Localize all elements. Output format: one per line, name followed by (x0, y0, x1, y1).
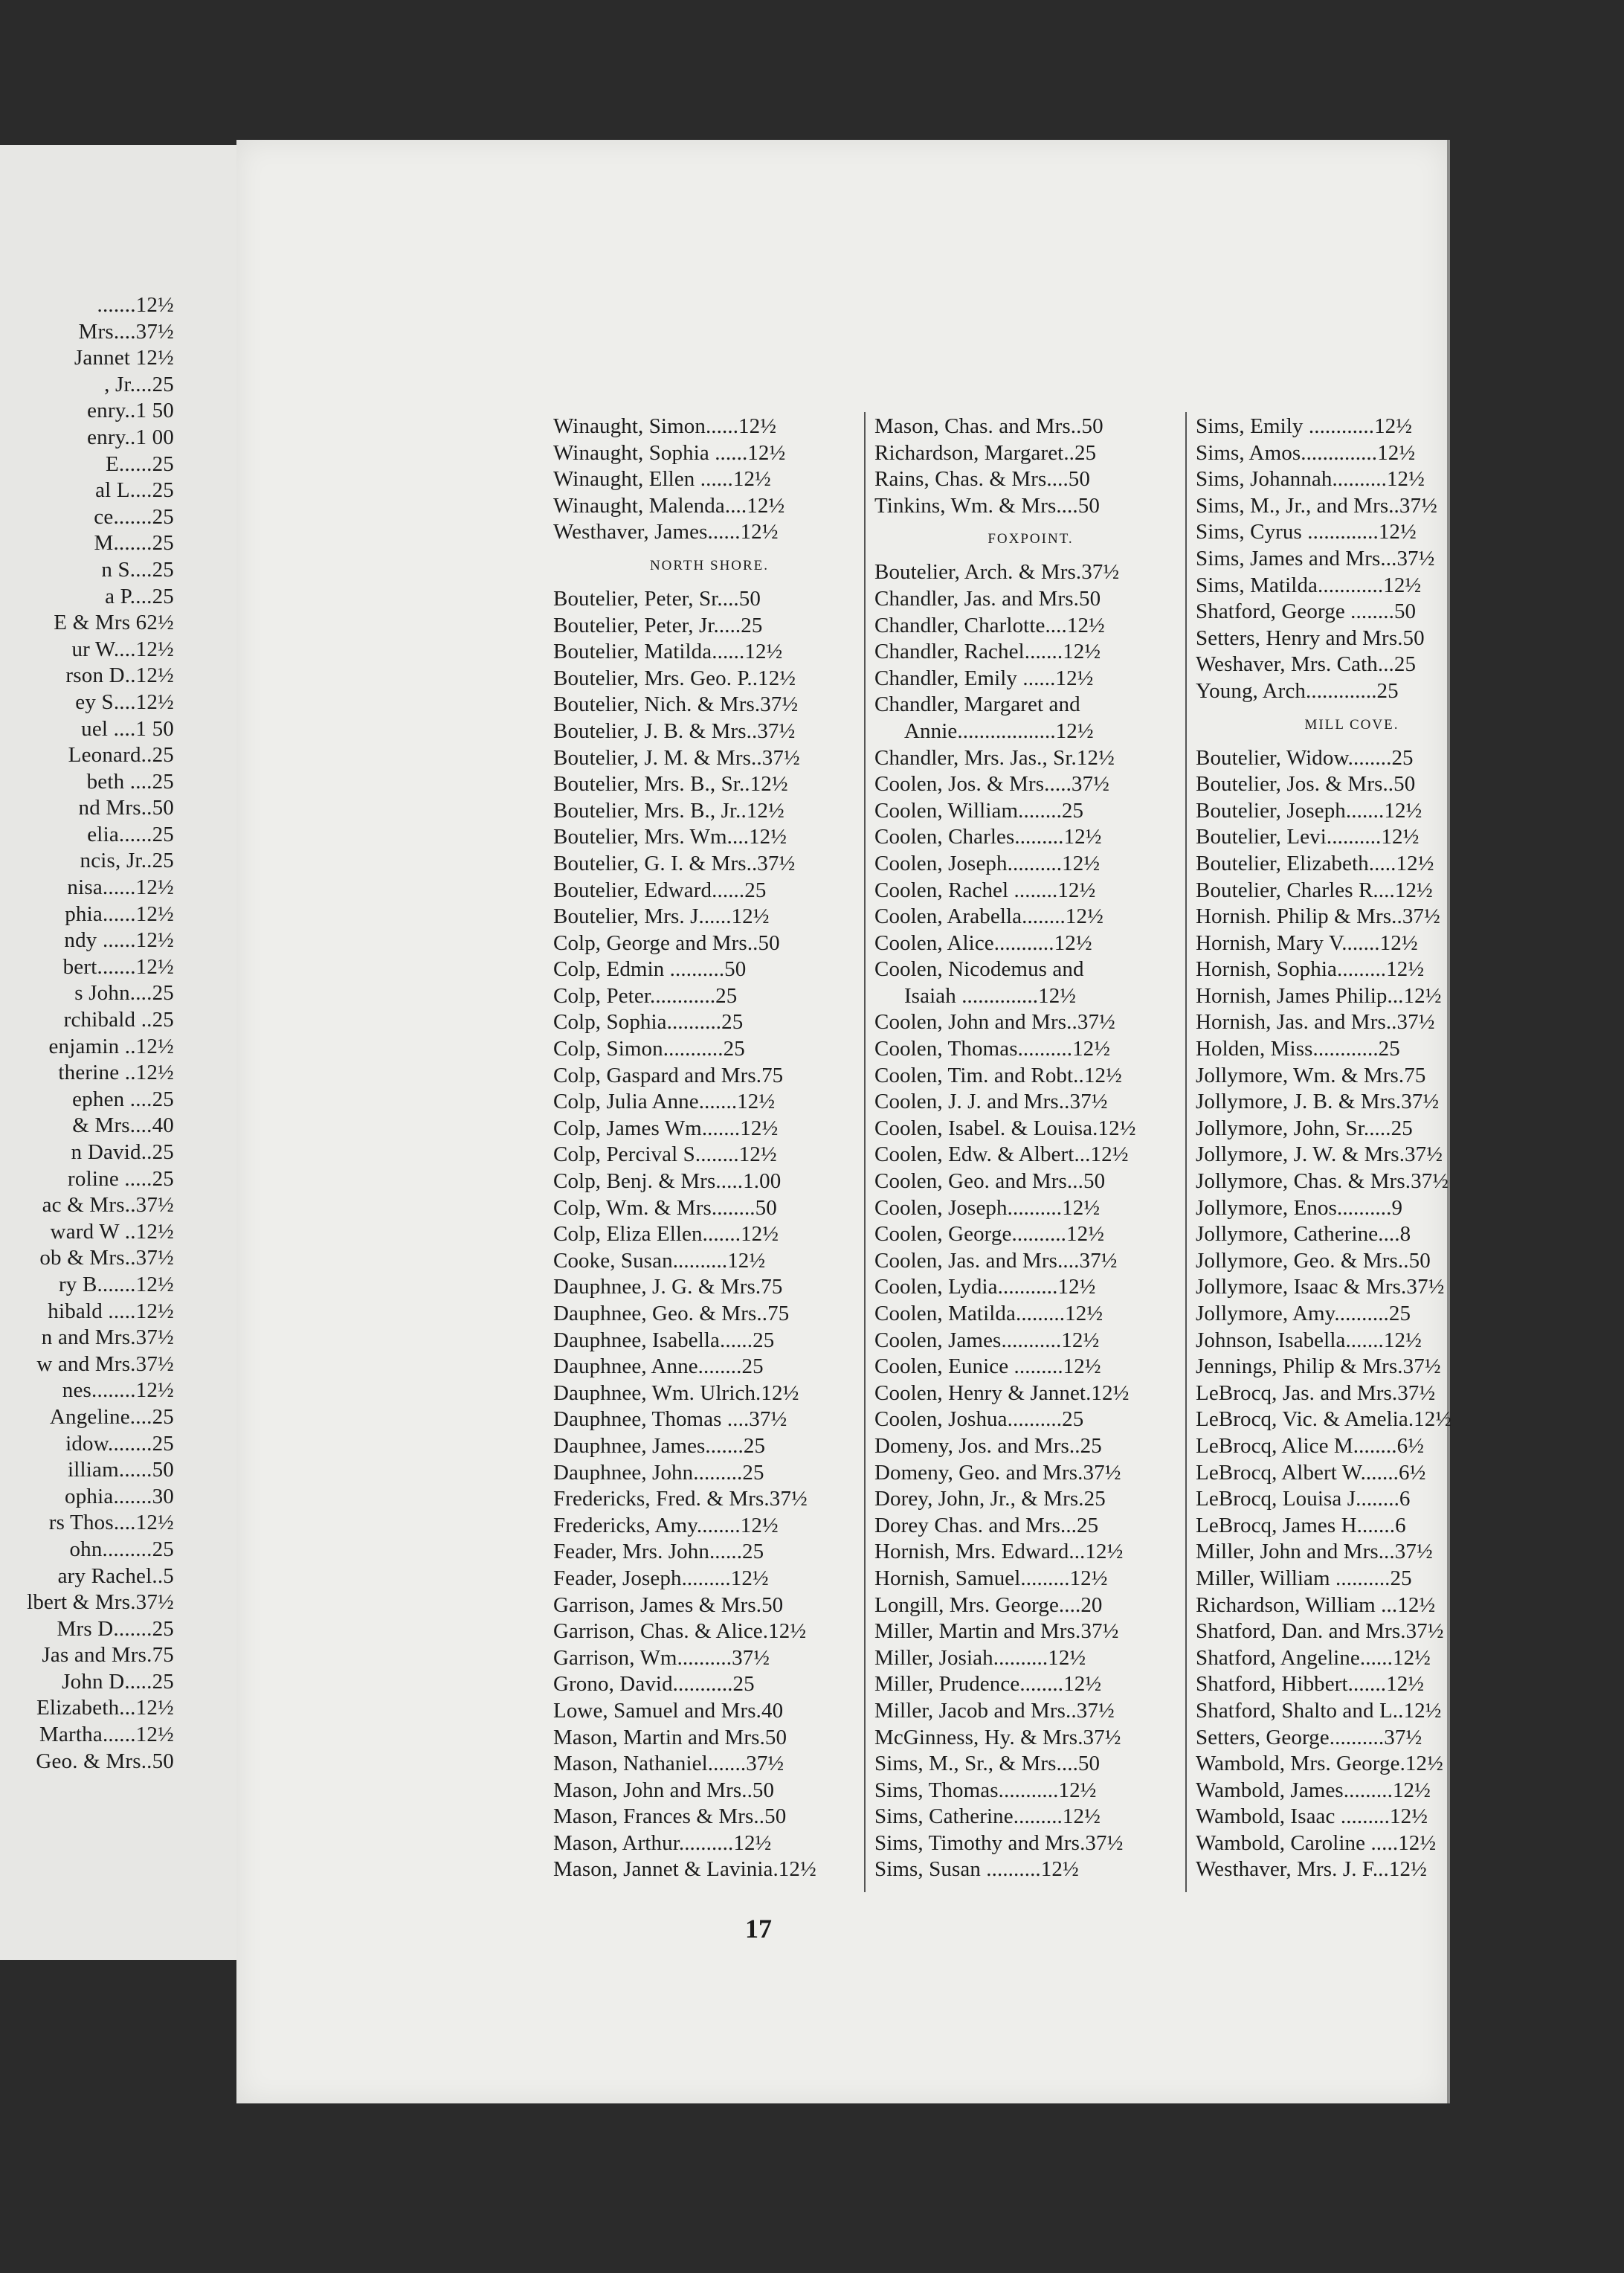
subscriber-entry: Jollymore, Catherine....8 (1196, 1222, 1411, 1247)
subscriber-entry: Chandler, Jas. and Mrs.50 (874, 586, 1101, 611)
subscriber-entry: Dauphnee, Wm. Ulrich.12½ (553, 1380, 799, 1405)
left-page-line: Leonard..25 (68, 743, 174, 768)
subscriber-entry: Jollymore, Isaac & Mrs.37½ (1196, 1275, 1445, 1299)
subscriber-entry: Coolen, J. J. and Mrs..37½ (874, 1090, 1108, 1114)
subscriber-entry: Boutelier, Peter, Jr.....25 (553, 613, 763, 637)
subscriber-entry: Mason, Arthur..........12½ (553, 1830, 772, 1855)
subscriber-entry: Sims, Thomas...........12½ (874, 1778, 1097, 1802)
subscriber-entry: Boutelier, Levi..........12½ (1196, 825, 1420, 849)
subscriber-entry: Colp, Benj. & Mrs.....1.00 (553, 1169, 782, 1194)
left-page-line: ophia.......30 (65, 1484, 174, 1508)
left-page-line: nd Mrs..50 (78, 796, 174, 820)
subscriber-entry: Coolen, John and Mrs..37½ (874, 1010, 1115, 1035)
left-page-line: ry B.......12½ (58, 1272, 174, 1296)
subscriber-entry: Coolen, Edw. & Albert...12½ (874, 1142, 1129, 1167)
subscriber-entry: Mason, Chas. and Mrs..50 (874, 414, 1103, 438)
left-page-line: uel ....1 50 (81, 716, 174, 741)
subscriber-entry: Boutelier, Mrs. J......12½ (553, 904, 770, 929)
left-page-line: ohn.........25 (69, 1537, 174, 1561)
subscriber-entry: Dauphnee, John.........25 (553, 1460, 764, 1485)
left-page-line: Geo. & Mrs..50 (36, 1749, 174, 1773)
subscriber-entry: Holden, Miss............25 (1196, 1037, 1400, 1061)
left-page-line: lbert & Mrs.37½ (27, 1590, 174, 1615)
left-page-line: enry..1 50 (87, 399, 174, 423)
subscriber-entry: Coolen, Arabella........12½ (874, 904, 1103, 929)
left-page-line: idow........25 (65, 1431, 174, 1456)
subscriber-entry: Boutelier, Jos. & Mrs..50 (1196, 772, 1416, 797)
subscriber-entry: Coolen, James...........12½ (874, 1328, 1100, 1352)
subscriber-entry: Dorey, John, Jr., & Mrs.25 (874, 1487, 1106, 1511)
left-page-line: .......12½ (97, 293, 174, 317)
left-page-line: bert.......12½ (62, 954, 174, 979)
subscriber-entry: Coolen, William........25 (874, 798, 1084, 823)
subscriber-entry: Colp, James Wm.......12½ (553, 1116, 779, 1140)
main-page (236, 140, 1450, 2103)
left-page-line: Jannet 12½ (74, 346, 174, 370)
subscriber-entry: Jennings, Philip & Mrs.37½ (1196, 1354, 1441, 1379)
subscriber-entry: Colp, Julia Anne.......12½ (553, 1090, 776, 1114)
subscriber-entry: Miller, Josiah..........12½ (874, 1645, 1086, 1670)
subscriber-entry: Weshaver, Mrs. Cath...25 (1196, 652, 1417, 677)
subscriber-entry: Winaught, Sophia ......12½ (553, 440, 786, 465)
subscriber-entry: Fredericks, Amy........12½ (553, 1513, 779, 1537)
subscriber-entry: Colp, Edmin ..........50 (553, 957, 747, 982)
column-divider (864, 412, 866, 1892)
subscriber-entry: Garrison, Wm..........37½ (553, 1645, 770, 1670)
subscriber-entry: Coolen, Eunice .........12½ (874, 1354, 1101, 1379)
subscriber-entry: Mason, Frances & Mrs..50 (553, 1804, 787, 1829)
subscriber-entry: Young, Arch.............25 (1196, 678, 1399, 703)
subscriber-entry: Coolen, Alice...........12½ (874, 930, 1092, 955)
subscriber-entry: Miller, William ..........25 (1196, 1566, 1412, 1590)
column-2 (874, 414, 1187, 1883)
subscriber-entry: Annie..................12½ (904, 718, 1094, 743)
subscriber-entry: Jollymore, Chas. & Mrs.37½ (1196, 1169, 1449, 1194)
subscriber-entry: Boutelier, Mrs. Wm....12½ (553, 825, 787, 849)
subscriber-entry: Colp, Peter............25 (553, 983, 738, 1008)
subscriber-entry: Winaught, Malenda....12½ (553, 493, 785, 518)
subscriber-entry: Boutelier, Arch. & Mrs.37½ (874, 560, 1120, 585)
left-page-line: hibald .....12½ (48, 1299, 174, 1323)
subscriber-entry: Sims, Amos..............12½ (1196, 440, 1416, 465)
subscriber-entry: Miller, Martin and Mrs.37½ (874, 1619, 1119, 1644)
left-page-line: n David..25 (71, 1140, 174, 1164)
subscriber-entry: Boutelier, J. M. & Mrs..37½ (553, 745, 800, 770)
subscriber-entry: Boutelier, Mrs. Geo. P..12½ (553, 666, 796, 690)
left-page-line: Elizabeth...12½ (36, 1696, 174, 1720)
subscriber-entry: Coolen, Henry & Jannet.12½ (874, 1380, 1130, 1405)
subscriber-entry: Boutelier, Charles R....12½ (1196, 878, 1433, 902)
subscriber-entry: Setters, Henry and Mrs.50 (1196, 626, 1425, 650)
subscriber-entry: Colp, Eliza Ellen.......12½ (553, 1222, 779, 1247)
subscriber-entry: Shatford, Shalto and L..12½ (1196, 1698, 1442, 1723)
subscriber-entry: Longill, Mrs. George....20 (874, 1592, 1103, 1617)
subscriber-entry: Hornish, Jas. and Mrs..37½ (1196, 1010, 1435, 1035)
left-page-line: roline .....25 (68, 1166, 174, 1191)
subscriber-entry: Boutelier, Edward......25 (553, 878, 767, 902)
subscriber-entry: Winaught, Simon......12½ (553, 414, 777, 438)
subscriber-entry: Coolen, Joseph..........12½ (874, 1195, 1101, 1220)
left-page-line: a P....25 (105, 584, 174, 608)
left-page-line: , Jr....25 (104, 372, 174, 396)
subscriber-entry: Coolen, Tim. and Robt..12½ (874, 1063, 1122, 1087)
subscriber-entry: Hornish, Mary V.......12½ (1196, 930, 1418, 955)
subscriber-entry: Sims, Cyrus .............12½ (1196, 520, 1417, 544)
subscriber-entry: Coolen, Charles.........12½ (874, 825, 1102, 849)
left-page-line: nes........12½ (62, 1378, 174, 1403)
subscriber-entry: Westhaver, Mrs. J. F...12½ (1196, 1857, 1427, 1882)
subscriber-entry: Dauphnee, Anne........25 (553, 1354, 764, 1379)
left-page-line: Mrs D.......25 (57, 1616, 174, 1641)
subscriber-entry: Mason, Martin and Mrs.50 (553, 1725, 787, 1749)
subscriber-entry: Winaught, Ellen ......12½ (553, 467, 771, 492)
left-page-line: ey S....12½ (75, 689, 174, 714)
subscriber-entry: Coolen, Jos. & Mrs.....37½ (874, 772, 1109, 797)
subscriber-entry: Westhaver, James......12½ (553, 520, 779, 544)
left-page-line: illiam......50 (68, 1458, 174, 1482)
left-page-line: E......25 (105, 451, 174, 476)
subscriber-entry: Colp, Wm. & Mrs........50 (553, 1195, 777, 1220)
column-3 (1196, 414, 1508, 1883)
left-page-fragment (0, 145, 240, 1960)
subscriber-entry: Boutelier, Nich. & Mrs.37½ (553, 692, 799, 717)
subscriber-entry: Coolen, Matilda.........12½ (874, 1302, 1103, 1325)
subscriber-entry: Coolen, Jas. and Mrs....37½ (874, 1248, 1118, 1273)
subscriber-entry: Hornish, Sophia.........12½ (1196, 957, 1425, 982)
left-page-line: w and Mrs.37½ (36, 1351, 174, 1376)
subscriber-entry: Dorey Chas. and Mrs...25 (874, 1513, 1099, 1537)
subscriber-entry: Garrison, Chas. & Alice.12½ (553, 1619, 807, 1644)
subscriber-entry: Jollymore, Wm. & Mrs.75 (1196, 1063, 1426, 1087)
subscriber-entry: Jollymore, Amy..........25 (1196, 1302, 1411, 1325)
subscriber-entry: Hornish. Philip & Mrs..37½ (1196, 904, 1440, 929)
left-page-line: rson D..12½ (65, 663, 174, 688)
subscriber-entry: Coolen, Rachel ........12½ (874, 878, 1096, 902)
left-page-line: beth ....25 (86, 769, 174, 794)
subscriber-entry: Wambold, James.........12½ (1196, 1778, 1431, 1802)
section-heading: FOXPOINT. (987, 531, 1074, 547)
subscriber-entry: Colp, George and Mrs..50 (553, 930, 780, 955)
subscriber-entry: Boutelier, G. I. & Mrs..37½ (553, 851, 796, 875)
subscriber-entry: Shatford, Angeline......12½ (1196, 1645, 1431, 1670)
left-page-line: ur W....12½ (71, 637, 174, 661)
subscriber-entry: Domeny, Geo. and Mrs.37½ (874, 1460, 1121, 1485)
subscriber-entry: Shatford, George ........50 (1196, 599, 1417, 624)
subscriber-entry: Coolen, Isabel. & Louisa.12½ (874, 1116, 1136, 1140)
left-page-line: enry..1 00 (87, 425, 174, 449)
column-divider (1185, 412, 1187, 1892)
subscriber-entry: Boutelier, Mrs. B., Sr..12½ (553, 772, 788, 797)
subscriber-entry: Dauphnee, Isabella......25 (553, 1328, 775, 1352)
subscriber-entry: Setters, George..........37½ (1196, 1725, 1422, 1749)
subscriber-entry: Chandler, Charlotte....12½ (874, 613, 1105, 637)
subscriber-entry: Wambold, Mrs. George.12½ (1196, 1752, 1443, 1776)
subscriber-entry: Sims, James and Mrs...37½ (1196, 546, 1435, 570)
subscriber-entry: Richardson, Margaret..25 (874, 440, 1097, 465)
left-page-line: ncis, Jr..25 (80, 849, 174, 873)
subscriber-entry: Boutelier, Elizabeth.....12½ (1196, 851, 1434, 875)
subscriber-entry: LeBrocq, Louisa J........6 (1196, 1487, 1411, 1511)
left-page-line: rs Thos....12½ (48, 1511, 174, 1535)
subscriber-entry: Coolen, Geo. and Mrs...50 (874, 1169, 1106, 1194)
left-page-line: ndy ......12½ (64, 928, 174, 953)
subscriber-entry: Boutelier, Widow........25 (1196, 745, 1414, 770)
subscriber-entry: Miller, Prudence........12½ (874, 1672, 1102, 1697)
subscriber-entry: Chandler, Emily ......12½ (874, 666, 1094, 690)
subscriber-entry: Boutelier, Peter, Sr....50 (553, 586, 761, 611)
left-page-line: John D.....25 (62, 1669, 174, 1694)
left-page-line: ward W ..12½ (50, 1219, 174, 1244)
page-number: 17 (745, 1914, 772, 1944)
subscriber-entry: Chandler, Margaret and (874, 692, 1080, 717)
subscriber-entry: Jollymore, John, Sr.....25 (1196, 1116, 1413, 1140)
subscriber-entry: LeBrocq, Jas. and Mrs.37½ (1196, 1380, 1436, 1405)
subscriber-entry: Boutelier, Matilda......12½ (553, 640, 783, 664)
subscriber-entry: Sims, M., Sr., & Mrs....50 (874, 1752, 1101, 1776)
subscriber-entry: LeBrocq, Alice M........6½ (1196, 1433, 1425, 1458)
subscriber-entry: Isaiah ..............12½ (904, 983, 1077, 1008)
left-page-line: enjamin ..12½ (48, 1034, 174, 1058)
subscriber-entry: Jollymore, J. W. & Mrs.37½ (1196, 1142, 1443, 1167)
subscriber-entry: Hornish, Samuel.........12½ (874, 1566, 1108, 1590)
subscriber-entry: Garrison, James & Mrs.50 (553, 1592, 784, 1617)
subscriber-entry: Dauphnee, Geo. & Mrs..75 (553, 1302, 790, 1325)
left-page-line: ephen ....25 (72, 1087, 174, 1111)
subscriber-entry: Boutelier, J. B. & Mrs..37½ (553, 718, 796, 743)
subscriber-entry: Chandler, Mrs. Jas., Sr.12½ (874, 745, 1115, 770)
subscriber-entry: Sims, Johannah..........12½ (1196, 467, 1425, 492)
subscriber-entry: Colp, Sophia..........25 (553, 1010, 744, 1035)
subscriber-entry: Wambold, Caroline .....12½ (1196, 1830, 1437, 1855)
subscriber-entry: Cooke, Susan..........12½ (553, 1248, 766, 1273)
left-page-line: therine ..12½ (58, 1061, 174, 1085)
left-page-line: ary Rachel..5 (57, 1563, 174, 1588)
left-page-line: & Mrs....40 (72, 1113, 174, 1138)
left-page-line: n S....25 (101, 557, 174, 582)
left-page-line: al L....25 (95, 478, 174, 503)
subscriber-entry: Coolen, Nicodemus and (874, 957, 1084, 982)
subscriber-entry: LeBrocq, James H.......6 (1196, 1513, 1406, 1537)
subscriber-entry: Dauphnee, James.......25 (553, 1433, 766, 1458)
subscriber-entry: Wambold, Isaac .........12½ (1196, 1804, 1428, 1829)
left-page-column (3, 292, 226, 1775)
subscriber-entry: Colp, Percival S........12½ (553, 1142, 777, 1167)
subscriber-entry: Hornish, Mrs. Edward...12½ (874, 1540, 1124, 1564)
subscriber-entry: Richardson, William ...12½ (1196, 1592, 1436, 1617)
left-page-line: Martha......12½ (39, 1723, 174, 1747)
subscriber-entry: Johnson, Isabella.......12½ (1196, 1328, 1422, 1352)
subscriber-entry: Jollymore, Enos..........9 (1196, 1195, 1403, 1220)
subscriber-entry: McGinness, Hy. & Mrs.37½ (874, 1725, 1121, 1749)
subscriber-entry: Miller, John and Mrs...37½ (1196, 1540, 1433, 1564)
section-heading: MILL COVE. (1304, 716, 1399, 733)
subscriber-entry: Domeny, Jos. and Mrs..25 (874, 1433, 1102, 1458)
left-page-line: ob & Mrs..37½ (39, 1246, 174, 1270)
subscriber-entry: Feader, Joseph.........12½ (553, 1566, 769, 1590)
subscriber-entry: Shatford, Hibbert.......12½ (1196, 1672, 1425, 1697)
subscriber-entry: LeBrocq, Albert W.......6½ (1196, 1460, 1426, 1485)
subscriber-entry: Fredericks, Fred. & Mrs.37½ (553, 1487, 808, 1511)
subscriber-entry: Sims, Matilda............12½ (1196, 573, 1422, 597)
left-page-line: ac & Mrs..37½ (42, 1193, 174, 1218)
section-heading: NORTH SHORE. (649, 557, 770, 573)
subscriber-entry: Tinkins, Wm. & Mrs....50 (874, 493, 1100, 518)
subscriber-entry: Dauphnee, J. G. & Mrs.75 (553, 1275, 783, 1299)
subscriber-entry: Grono, David...........25 (553, 1672, 755, 1697)
subscriber-entry: Boutelier, Mrs. B., Jr..12½ (553, 798, 784, 823)
subscriber-entry: Coolen, George..........12½ (874, 1222, 1105, 1247)
subscriber-entry: Coolen, Joseph..........12½ (874, 851, 1101, 875)
subscriber-entry: LeBrocq, Vic. & Amelia.12½ (1196, 1407, 1452, 1432)
left-page-line: nisa......12½ (67, 875, 174, 900)
subscriber-entry: Sims, Emily ............12½ (1196, 414, 1413, 438)
subscriber-entry: Feader, Mrs. John......25 (553, 1540, 764, 1564)
subscriber-entry: Coolen, Joshua..........25 (874, 1407, 1084, 1432)
left-page-line: E & Mrs 62½ (54, 611, 174, 635)
subscriber-entry: Rains, Chas. & Mrs....50 (874, 467, 1090, 492)
subscriber-entry: Mason, Nathaniel.......37½ (553, 1752, 784, 1776)
subscriber-entry: Shatford, Dan. and Mrs.37½ (1196, 1619, 1444, 1644)
column-1 (553, 414, 866, 1883)
left-page-line: ce.......25 (94, 504, 174, 529)
subscriber-entry: Mason, John and Mrs..50 (553, 1778, 775, 1802)
subscriber-entry: Jollymore, J. B. & Mrs.37½ (1196, 1090, 1440, 1114)
left-page-line: elia......25 (87, 822, 174, 846)
left-page-line: s John....25 (74, 981, 174, 1006)
left-page-line: M.......25 (94, 531, 174, 556)
subscriber-entry: Sims, Susan ..........12½ (874, 1857, 1079, 1882)
subscriber-entry: Miller, Jacob and Mrs..37½ (874, 1698, 1115, 1723)
subscriber-entry: Sims, Timothy and Mrs.37½ (874, 1830, 1124, 1855)
subscriber-entry: Lowe, Samuel and Mrs.40 (553, 1698, 784, 1723)
subscriber-entry: Boutelier, Joseph.......12½ (1196, 798, 1422, 823)
subscriber-entry: Hornish, James Philip...12½ (1196, 983, 1442, 1008)
left-page-line: phia......12½ (65, 901, 174, 926)
subscriber-entry: Sims, Catherine.........12½ (874, 1804, 1101, 1829)
subscriber-entry: Colp, Simon...........25 (553, 1037, 745, 1061)
subscriber-entry: Chandler, Rachel.......12½ (874, 640, 1101, 664)
subscriber-entry: Mason, Jannet & Lavinia.12½ (553, 1857, 816, 1882)
subscriber-entry: Coolen, Thomas..........12½ (874, 1037, 1111, 1061)
subscriber-entry: Jollymore, Geo. & Mrs..50 (1196, 1248, 1431, 1273)
subscriber-entry: Sims, M., Jr., and Mrs..37½ (1196, 493, 1437, 518)
left-page-line: Jas and Mrs.75 (42, 1643, 174, 1668)
left-page-line: Mrs....37½ (78, 319, 174, 344)
subscriber-entry: Dauphnee, Thomas ....37½ (553, 1407, 787, 1432)
left-page-line: Angeline....25 (49, 1404, 174, 1429)
left-page-line: n and Mrs.37½ (41, 1325, 174, 1350)
left-page-line: rchibald ..25 (63, 1008, 174, 1032)
subscriber-entry: Colp, Gaspard and Mrs.75 (553, 1063, 784, 1087)
subscriber-entry: Coolen, Lydia...........12½ (874, 1275, 1096, 1299)
